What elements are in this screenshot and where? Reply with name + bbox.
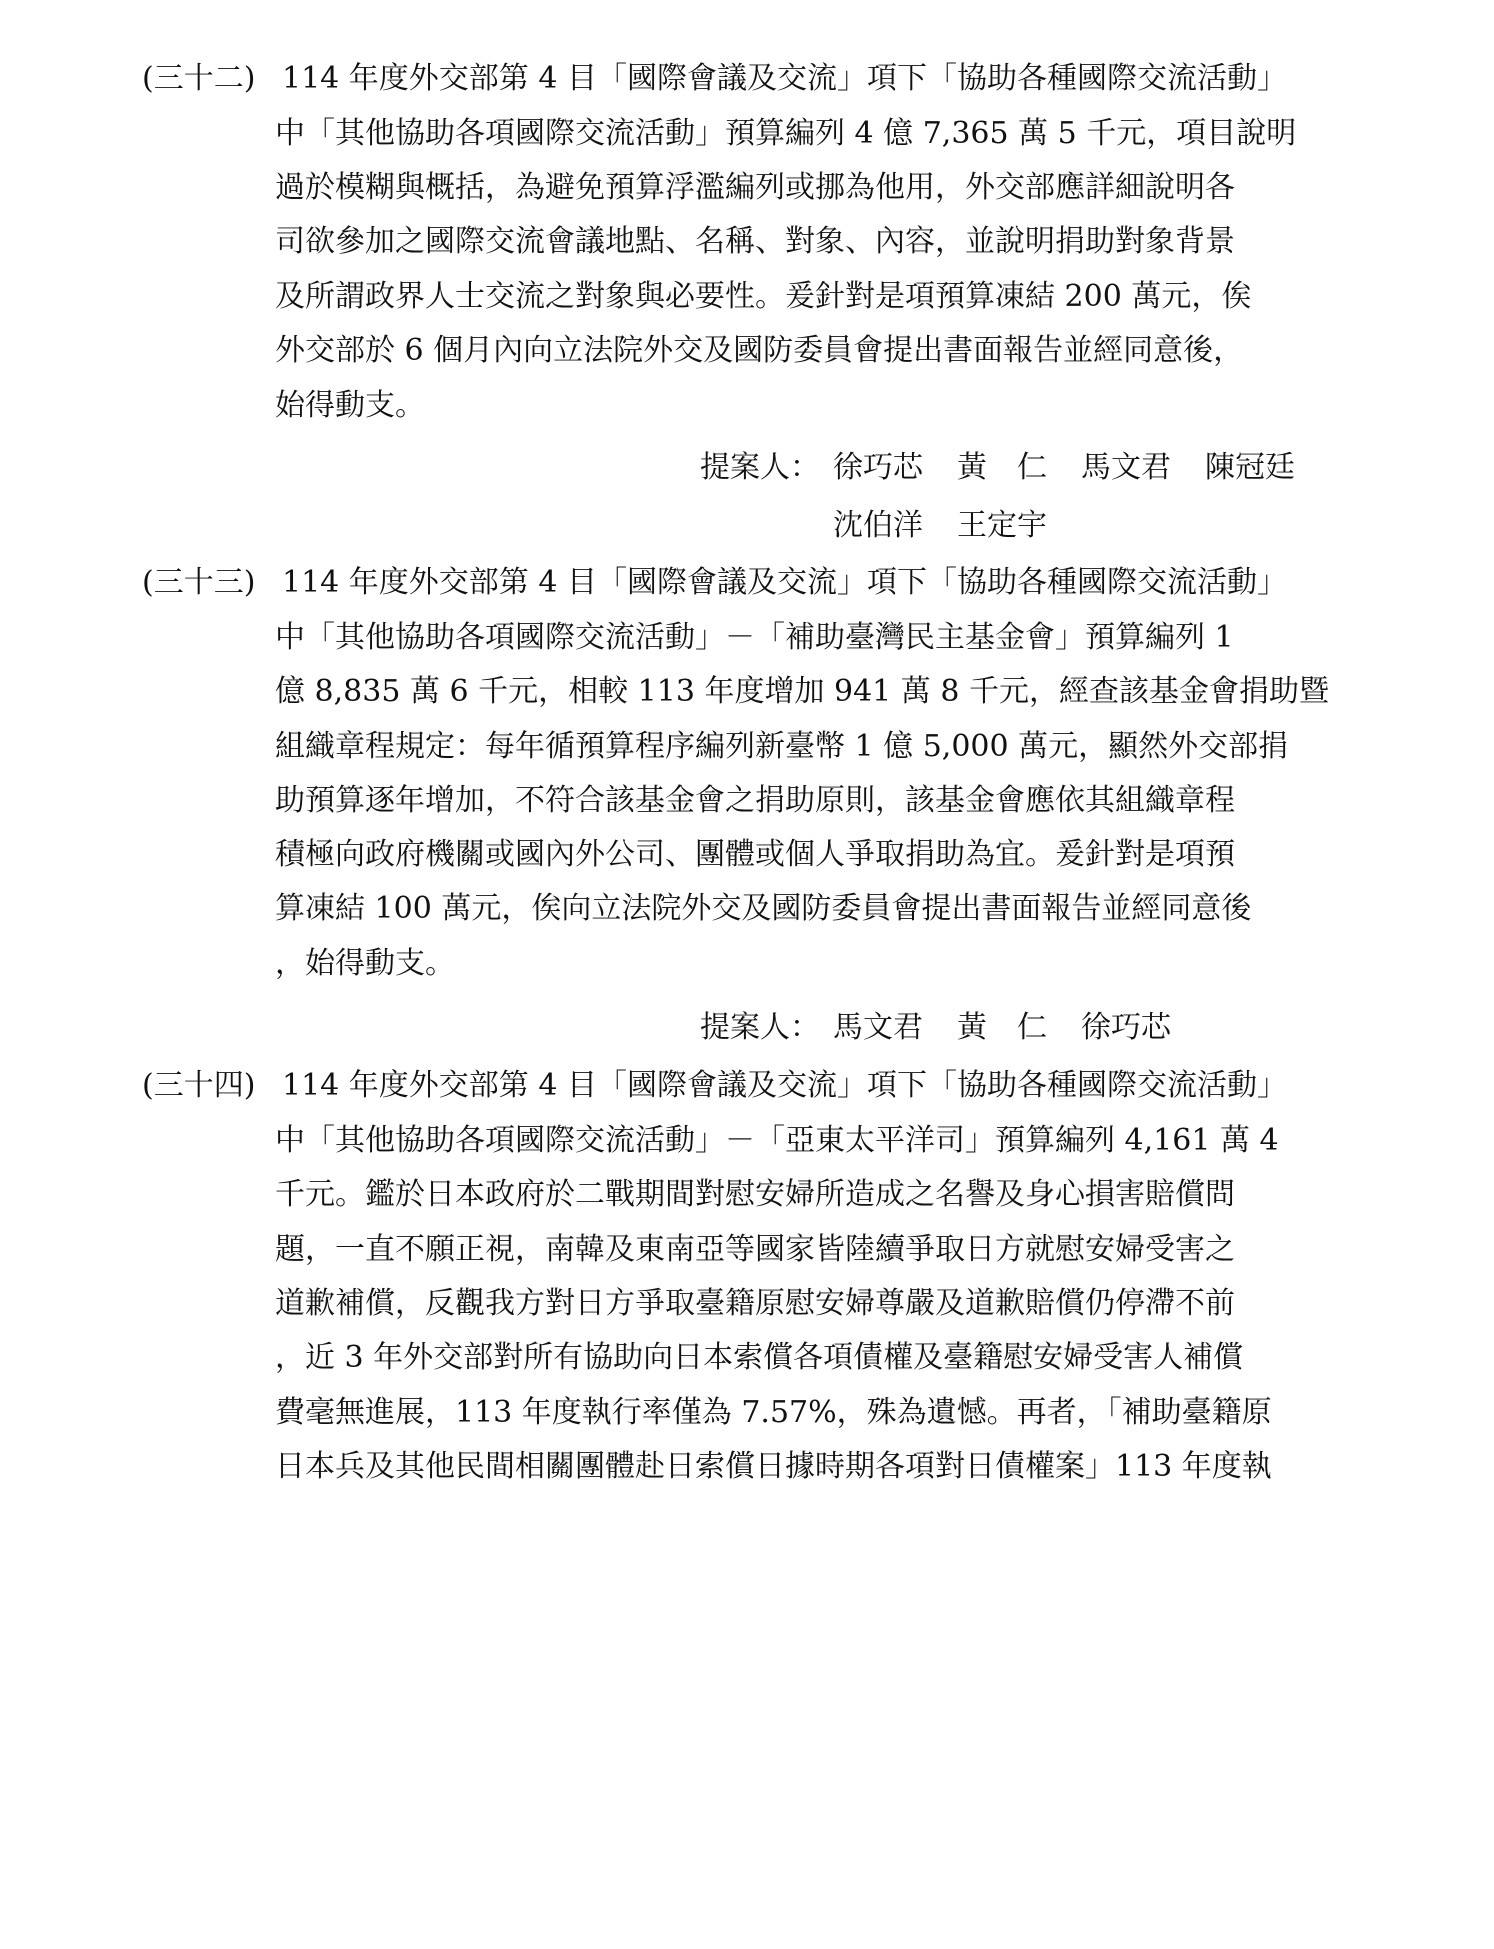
item-34-line-6: ，近 3 年外交部對所有協助向日本索償各項債權及臺籍慰安婦受害人補償 — [275, 1340, 1244, 1375]
item-34-line-1: 114 年度外交部第 4 目「國際會議及交流」項下「協助各種國際交流活動」 — [282, 1068, 1287, 1103]
item-34-line-2: 中「其他協助各項國際交流活動」－「亞東太平洋司」預算編列 4,161 萬 4 — [275, 1123, 1279, 1158]
item-33-line-6: 積極向政府機關或國內外公司、團體或個人爭取捐助為宜。爰針對是項預 — [275, 837, 1235, 872]
proposer-name: 陳冠廷 — [1205, 450, 1295, 485]
item-33-line-8: ，始得動支。 — [275, 946, 455, 981]
proposer-label: 提案人： — [700, 450, 820, 485]
item-33-line-1: 114 年度外交部第 4 目「國際會議及交流」項下「協助各種國際交流活動」 — [282, 565, 1287, 600]
item-33-line-3: 億 8,835 萬 6 千元，相較 113 年度增加 941 萬 8 千元，經查該基金會捐助暨 — [275, 674, 1329, 709]
item-34-line-4: 題，一直不願正視，南韓及東南亞等國家皆陸續爭取日方就慰安婦受害之 — [275, 1232, 1235, 1267]
proposer-name: 馬文君 — [833, 1010, 923, 1045]
proposer-label: 提案人： — [700, 1010, 820, 1045]
item-33-line-4: 組織章程規定：每年循預算程序編列新臺幣 1 億 5,000 萬元，顯然外交部捐 — [275, 729, 1289, 764]
proposer-name: 馬文君 — [1081, 450, 1171, 485]
item-label: (三十四) — [142, 1068, 256, 1103]
proposer-names-row — [833, 448, 1329, 488]
item-32-line-1: 114 年度外交部第 4 目「國際會議及交流」項下「協助各種國際交流活動」 — [282, 61, 1287, 96]
proposer-name: 黃 仁 — [957, 450, 1047, 485]
item-32-line-5: 及所謂政界人士交流之對象與必要性。爰針對是項預算凍結 200 萬元，俟 — [275, 279, 1252, 314]
item-label: (三十三) — [142, 565, 256, 600]
item-33-line-2: 中「其他協助各項國際交流活動」－「補助臺灣民主基金會」預算編列 1 — [275, 620, 1234, 655]
item-34-line-8: 日本兵及其他民間相關團體赴日索償日據時期各項對日債權案」113 年度執 — [275, 1449, 1272, 1484]
proposer-name: 沈伯洋 — [833, 508, 923, 543]
proposer-name: 黃 仁 — [957, 1010, 1047, 1045]
item-33-line-7: 算凍結 100 萬元，俟向立法院外交及國防委員會提出書面報告並經同意後 — [275, 891, 1252, 926]
proposer-name: 徐巧芯 — [833, 450, 923, 485]
proposer-name: 徐巧芯 — [1081, 1010, 1171, 1045]
item-33-line-5: 助預算逐年增加，不符合該基金會之捐助原則，該基金會應依其組織章程 — [275, 783, 1235, 818]
item-32-line-4: 司欲參加之國際交流會議地點、名稱、對象、內容，並說明捐助對象背景 — [275, 224, 1235, 259]
proposer-name: 王定宇 — [957, 508, 1047, 543]
item-34-line-3: 千元。鑑於日本政府於二戰期間對慰安婦所造成之名譽及身心損害賠償問 — [275, 1177, 1235, 1212]
item-32-line-3: 過於模糊與概括，為避免預算浮濫編列或挪為他用，外交部應詳細說明各 — [275, 170, 1235, 205]
item-32-line-2: 中「其他協助各項國際交流活動」預算編列 4 億 7,365 萬 5 千元，項目說明 — [275, 116, 1297, 151]
proposer-names-row — [833, 1008, 1205, 1048]
item-34-line-7: 費毫無進展，113 年度執行率僅為 7.57%，殊為遺憾。再者，「補助臺籍原 — [275, 1395, 1272, 1430]
item-32-line-7: 始得動支。 — [275, 388, 425, 423]
item-32-line-6: 外交部於 6 個月內向立法院外交及國防委員會提出書面報告並經同意後， — [275, 333, 1244, 368]
item-label: (三十二) — [142, 61, 256, 96]
item-34-line-5: 道歉補償，反觀我方對日方爭取臺籍原慰安婦尊嚴及道歉賠償仍停滯不前 — [275, 1286, 1235, 1321]
proposer-names-row — [833, 506, 1081, 546]
